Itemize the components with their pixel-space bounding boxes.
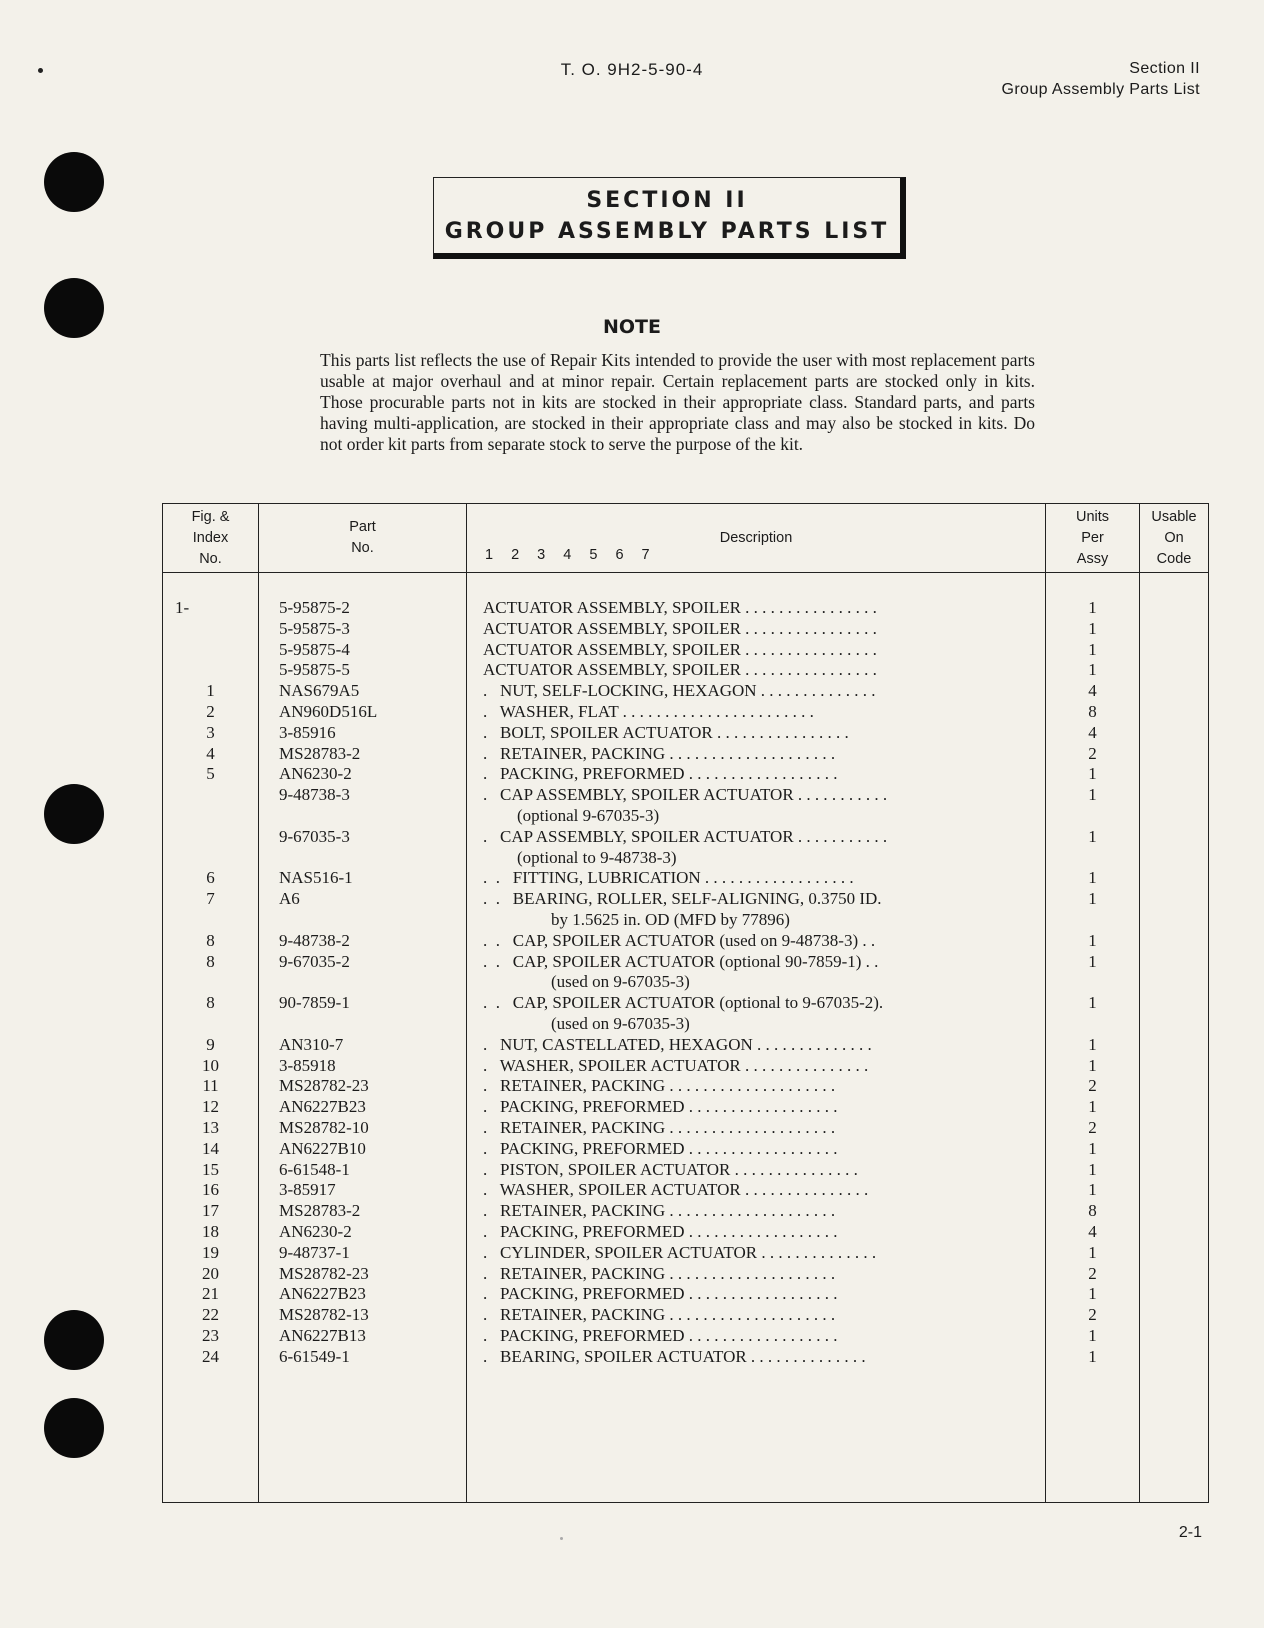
- description-cell: ACTUATOR ASSEMBLY, SPOILER . . . . . . . . . . . . . . . .: [483, 639, 877, 659]
- fig-index-cell: 20: [202, 1263, 219, 1283]
- units-per-assy-cell: [1046, 972, 1139, 993]
- indent-column-numbers: 1 2 3 4 5 6 7: [485, 547, 650, 563]
- description-cell: . RETAINER, PACKING . . . . . . . . . . . . . . . . . . . .: [483, 1117, 836, 1137]
- units-column: [1046, 573, 1140, 1503]
- binder-hole: [44, 784, 104, 844]
- units-per-assy-cell: 8: [1088, 1201, 1097, 1221]
- part-number-cell: 6-61548-1: [279, 1159, 350, 1179]
- description-cell: . PACKING, PREFORMED . . . . . . . . . . . . . . . . . .: [483, 1284, 838, 1304]
- fig-index-cell: 2: [206, 701, 215, 721]
- section-subtitle: Group Assembly Parts List: [1001, 81, 1200, 98]
- part-number-cell: NAS516-1: [279, 868, 353, 888]
- units-per-assy-cell: 1: [1088, 1138, 1097, 1158]
- fig-index-column: [163, 573, 259, 1503]
- fig-index-cell: 8: [206, 930, 215, 950]
- part-number-cell: [259, 972, 466, 993]
- description-cell: . CYLINDER, SPOILER ACTUATOR . . . . . . . . . . . . . .: [483, 1242, 877, 1262]
- part-number-cell: NAS679A5: [279, 681, 360, 701]
- part-number-cell: [259, 806, 466, 827]
- part-number-cell: 5-95875-4: [279, 639, 350, 659]
- part-number-cell: MS28783-2: [279, 1201, 361, 1221]
- part-number-cell: 90-7859-1: [279, 993, 350, 1013]
- units-per-assy-cell: 1: [1088, 826, 1097, 846]
- units-per-assy-cell: 1: [1088, 598, 1097, 617]
- fig-index-cell: [163, 848, 258, 869]
- document-number: T. O. 9H2-5-90-4: [560, 60, 704, 79]
- fig-index-cell: 10: [202, 1055, 219, 1075]
- section-header: [1001, 58, 1200, 100]
- units-per-assy-cell: [1046, 806, 1139, 827]
- description-cell: (used on 9-67035-3): [483, 972, 690, 992]
- units-per-assy-cell: 1: [1088, 1284, 1097, 1304]
- units-per-assy-cell: 1: [1088, 889, 1097, 909]
- fig-index-cell: 23: [202, 1325, 219, 1345]
- description-cell: . WASHER, SPOILER ACTUATOR . . . . . . . . . . . . . . .: [483, 1055, 869, 1075]
- units-per-assy-cell: 8: [1088, 701, 1097, 721]
- fig-index-cell: [163, 1014, 258, 1035]
- fig-index-cell: 7: [206, 889, 215, 909]
- fig-index-cell: 1: [206, 681, 215, 701]
- part-number-cell: 9-48737-1: [279, 1242, 350, 1262]
- fig-index-cell: 21: [202, 1284, 219, 1304]
- binder-hole: [44, 152, 104, 212]
- part-number-cell: 5-95875-2: [279, 598, 350, 617]
- note-text: This parts list reflects the use of Repair Kits intended to provide the user with most replacement parts usable at major overhaul and at minor repair. Certain replacement parts are stocked only in kits. Those procurable parts not in kits are stocked in their appropriate class. Standard parts, and parts having multi-application, are stocked in their appropriate class and may also be stocked in kits. Do not order kit parts from separate stock to serve the purpose of the kit.: [320, 350, 1035, 454]
- description-cell: . RETAINER, PACKING . . . . . . . . . . . . . . . . . . . .: [483, 1263, 836, 1283]
- fig-index-cell: 13: [202, 1117, 219, 1137]
- description-cell: . PACKING, PREFORMED . . . . . . . . . . . . . . . . . .: [483, 1097, 838, 1117]
- part-number-cell: AN6227B10: [279, 1138, 366, 1158]
- fig-index-cell: 15: [202, 1159, 219, 1179]
- units-per-assy-cell: 1: [1088, 660, 1097, 680]
- description-cell: . WASHER, SPOILER ACTUATOR . . . . . . . . . . . . . . .: [483, 1180, 869, 1200]
- description-cell: . . CAP, SPOILER ACTUATOR (optional 90-7859-1) . .: [483, 951, 879, 971]
- part-number-column: [259, 573, 467, 1503]
- section-title-line1: SECTION II: [586, 188, 748, 213]
- units-per-assy-cell: 1: [1088, 1097, 1097, 1117]
- fig-index-cell: 1-: [175, 598, 190, 617]
- col-header-fig-index: Fig. & Index No.: [163, 504, 259, 573]
- description-cell: . . CAP, SPOILER ACTUATOR (optional to 9-67035-2).: [483, 993, 884, 1013]
- part-number-cell: MS28782-23: [279, 1076, 369, 1096]
- part-number-cell: MS28782-13: [279, 1305, 369, 1325]
- part-number-cell: [259, 1014, 466, 1035]
- part-number-cell: 5-95875-5: [279, 660, 350, 680]
- units-per-assy-cell: 1: [1088, 868, 1097, 888]
- units-per-assy-cell: 1: [1088, 618, 1097, 638]
- description-cell: . RETAINER, PACKING . . . . . . . . . . . . . . . . . . . .: [483, 1076, 836, 1096]
- fig-index-cell: 18: [202, 1221, 219, 1241]
- parts-table: [162, 503, 1209, 1503]
- units-per-assy-cell: 1: [1088, 1034, 1097, 1054]
- part-number-cell: 6-61549-1: [279, 1346, 350, 1366]
- description-cell: . . FITTING, LUBRICATION . . . . . . . . . . . . . . . . . .: [483, 868, 854, 888]
- part-number-cell: [259, 848, 466, 869]
- units-per-assy-cell: 1: [1088, 993, 1097, 1013]
- part-number-cell: MS28783-2: [279, 743, 361, 763]
- fig-index-cell: 11: [202, 1076, 219, 1096]
- description-cell: . RETAINER, PACKING . . . . . . . . . . . . . . . . . . . .: [483, 743, 836, 763]
- fig-index-cell: 16: [202, 1180, 219, 1200]
- description-cell: . . BEARING, ROLLER, SELF-ALIGNING, 0.3750 ID.: [483, 889, 882, 909]
- fig-index-cell: 5: [206, 764, 215, 784]
- fig-index-cell: 19: [202, 1242, 219, 1262]
- fig-index-cell: 6: [206, 868, 215, 888]
- fig-index-cell: [163, 827, 258, 848]
- part-number-cell: AN960D516L: [279, 701, 378, 721]
- description-cell: . BOLT, SPOILER ACTUATOR . . . . . . . . . . . . . . . .: [483, 722, 849, 742]
- part-number-cell: 3-85917: [279, 1180, 336, 1200]
- units-per-assy-cell: [1046, 1014, 1139, 1035]
- part-number-cell: AN6227B13: [279, 1325, 366, 1345]
- description-cell: (used on 9-67035-3): [483, 1013, 690, 1033]
- description-cell: ACTUATOR ASSEMBLY, SPOILER . . . . . . . . . . . . . . . .: [483, 598, 877, 617]
- fig-index-cell: [163, 660, 258, 681]
- units-per-assy-cell: 4: [1088, 722, 1097, 742]
- part-number-cell: MS28782-23: [279, 1263, 369, 1283]
- part-number-cell: 9-48738-2: [279, 930, 350, 950]
- description-cell: . RETAINER, PACKING . . . . . . . . . . . . . . . . . . . .: [483, 1305, 836, 1325]
- description-cell: . PACKING, PREFORMED . . . . . . . . . . . . . . . . . .: [483, 764, 838, 784]
- binder-hole: [44, 1310, 104, 1370]
- units-per-assy-cell: 2: [1088, 743, 1097, 763]
- description-column: [467, 573, 1046, 1503]
- units-per-assy-cell: 1: [1088, 1180, 1097, 1200]
- units-per-assy-cell: 1: [1088, 930, 1097, 950]
- description-cell: . . CAP, SPOILER ACTUATOR (used on 9-48738-3) . .: [483, 930, 876, 950]
- part-number-cell: [259, 910, 466, 931]
- fig-index-cell: [163, 806, 258, 827]
- units-per-assy-cell: 2: [1088, 1076, 1097, 1096]
- description-cell: . CAP ASSEMBLY, SPOILER ACTUATOR . . . . . . . . . . .: [483, 785, 888, 805]
- part-number-cell: A6: [279, 889, 300, 909]
- description-cell: (optional to 9-48738-3): [483, 847, 677, 867]
- description-cell: . NUT, CASTELLATED, HEXAGON . . . . . . . . . . . . . .: [483, 1034, 872, 1054]
- col-header-units-per-assy: Units Per Assy: [1046, 504, 1140, 573]
- section-title-box: [433, 177, 906, 259]
- section-label: Section II: [1129, 60, 1200, 77]
- fig-index-cell: [163, 640, 258, 661]
- fig-index-cell: 12: [202, 1097, 219, 1117]
- usable-on-code-column: [1140, 573, 1209, 1503]
- part-number-cell: AN6227B23: [279, 1097, 366, 1117]
- binder-hole: [44, 1398, 104, 1458]
- part-number-cell: MS28782-10: [279, 1117, 369, 1137]
- units-per-assy-cell: 2: [1088, 1263, 1097, 1283]
- units-per-assy-cell: 1: [1088, 764, 1097, 784]
- note-title: NOTE: [603, 316, 661, 338]
- description-cell: . WASHER, FLAT . . . . . . . . . . . . . . . . . . . . . . .: [483, 701, 814, 721]
- description-cell: . PACKING, PREFORMED . . . . . . . . . . . . . . . . . .: [483, 1325, 838, 1345]
- scan-speck: [560, 1537, 563, 1540]
- fig-index-cell: 8: [206, 993, 215, 1013]
- fig-index-cell: 9: [206, 1034, 215, 1054]
- part-number-cell: AN6230-2: [279, 1221, 352, 1241]
- units-per-assy-cell: 1: [1088, 785, 1097, 805]
- description-cell: (optional 9-67035-3): [483, 805, 660, 825]
- description-cell: ACTUATOR ASSEMBLY, SPOILER . . . . . . . . . . . . . . . .: [483, 618, 877, 638]
- description-cell: by 1.5625 in. OD (MFD by 77896): [483, 909, 790, 929]
- fig-index-cell: [163, 785, 258, 806]
- description-cell: . BEARING, SPOILER ACTUATOR . . . . . . . . . . . . . .: [483, 1346, 866, 1366]
- col-header-description: Description 1 2 3 4 5 6 7: [467, 504, 1046, 573]
- part-number-cell: AN6227B23: [279, 1284, 366, 1304]
- units-per-assy-cell: [1046, 848, 1139, 869]
- units-per-assy-cell: 1: [1088, 1346, 1097, 1366]
- part-number-cell: 3-85916: [279, 722, 336, 742]
- fig-index-cell: [163, 910, 258, 931]
- units-per-assy-cell: 2: [1088, 1305, 1097, 1325]
- description-cell: ACTUATOR ASSEMBLY, SPOILER . . . . . . . . . . . . . . . .: [483, 660, 877, 680]
- part-number-cell: 9-48738-3: [279, 785, 350, 805]
- part-number-cell: AN310-7: [279, 1034, 344, 1054]
- fig-index-cell: 17: [202, 1201, 219, 1221]
- page-number: 2-1: [1178, 1524, 1202, 1541]
- col-header-usable-on-code: Usable On Code: [1140, 504, 1209, 573]
- description-cell: . RETAINER, PACKING . . . . . . . . . . . . . . . . . . . .: [483, 1201, 836, 1221]
- units-per-assy-cell: 1: [1088, 1242, 1097, 1262]
- description-cell: . NUT, SELF-LOCKING, HEXAGON . . . . . . . . . . . . . .: [483, 681, 876, 701]
- fig-index-cell: 4: [206, 743, 215, 763]
- part-number-cell: 5-95875-3: [279, 618, 350, 638]
- description-cell: . PISTON, SPOILER ACTUATOR . . . . . . . . . . . . . . .: [483, 1159, 858, 1179]
- units-per-assy-cell: 4: [1088, 1221, 1097, 1241]
- part-number-cell: 3-85918: [279, 1055, 336, 1075]
- description-cell: . CAP ASSEMBLY, SPOILER ACTUATOR . . . . . . . . . . .: [483, 826, 888, 846]
- units-per-assy-cell: 2: [1088, 1117, 1097, 1137]
- col-header-part-no: Part No.: [259, 504, 467, 573]
- fig-index-cell: 24: [202, 1346, 219, 1366]
- section-title-line2: GROUP ASSEMBLY PARTS LIST: [444, 219, 890, 244]
- part-number-cell: AN6230-2: [279, 764, 352, 784]
- units-per-assy-cell: 1: [1088, 1325, 1097, 1345]
- fig-index-cell: [163, 972, 258, 993]
- units-per-assy-cell: 1: [1088, 639, 1097, 659]
- fig-index-cell: 22: [202, 1305, 219, 1325]
- fig-index-cell: 3: [206, 722, 215, 742]
- units-per-assy-cell: 1: [1088, 951, 1097, 971]
- fig-index-cell: 14: [202, 1138, 219, 1158]
- part-number-cell: 9-67035-2: [279, 951, 350, 971]
- units-per-assy-cell: [1046, 910, 1139, 931]
- units-per-assy-cell: 1: [1088, 1055, 1097, 1075]
- description-cell: . PACKING, PREFORMED . . . . . . . . . . . . . . . . . .: [483, 1138, 838, 1158]
- units-per-assy-cell: 4: [1088, 681, 1097, 701]
- units-per-assy-cell: 1: [1088, 1159, 1097, 1179]
- description-cell: . PACKING, PREFORMED . . . . . . . . . . . . . . . . . .: [483, 1221, 838, 1241]
- fig-index-cell: [163, 619, 258, 640]
- part-number-cell: 9-67035-3: [279, 826, 350, 846]
- fig-index-cell: 8: [206, 951, 215, 971]
